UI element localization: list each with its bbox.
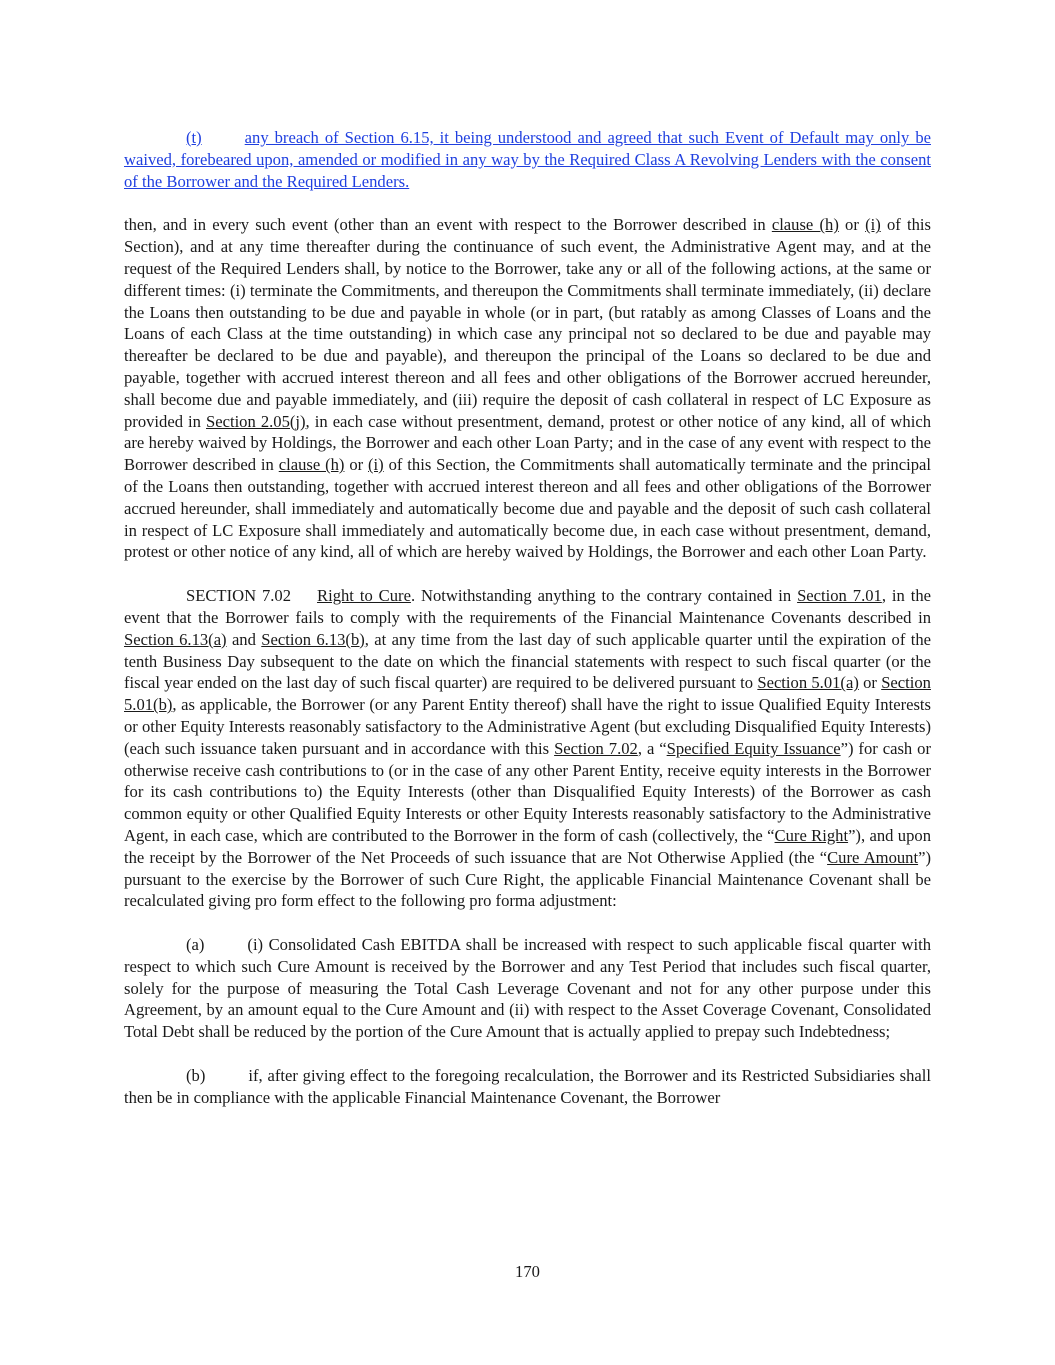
section-title: Right to Cure (317, 586, 411, 606)
clause-t-text: any breach of Section 6.15, it being understood and agreed that such Event of Default may only be waived, forebeared upon, amended or modified in any way by the Required Class A Revolving Lenders with the consent of the Borrower and the Required Lenders. (124, 128, 931, 191)
section-7-02-reference[interactable]: Section 7.02 (554, 738, 638, 758)
defined-term-cure-amount: Cure Amount (827, 847, 919, 867)
item-a-paragraph (124, 934, 931, 1043)
page-number: 170 (515, 1262, 540, 1281)
remedies-paragraph: then, and in every such event (other than an event with respect to the Borrower described in clause (h) or (i) of this Section), and at any time thereafter during the continuance of such event, the Administrative Agent may, and at the request of the Required Lenders shall, by notice to the Borrower, take any or all of the following actions, at the same or different times: (i) terminate the Commitments, and thereupon the Commitments shall terminate immediately, (ii) declare the Loans then outstanding to be due and payable in whole (or in part, (but ratably as among Classes of Loans and the Loans of each Class at the time outstanding) in which case any principal not so declared to be due and payable may thereafter be declared to be due and payable), and thereupon the principal of the Loans so declared to be due and payable, together with accrued interest thereon and all fees and other obligations of the Borrower accrued hereunder, shall become due and payable immediately, and (iii) require the deposit of cash collateral in respect of LC Exposure as provided in Section 2.05(j), in each case without presentment, demand, protest or other notice of any kind, all of which are hereby waived by Holdings, the Borrower and each other Loan Party; and in the case of any event with respect to the Borrower described in clause (h) or (i) of this Section, the Commitments shall automatically terminate and the principal of the Loans then outstanding, together with accrued interest thereon and all fees and other obligations of the Borrower accrued hereunder, shall immediately and automatically become due and payable and the deposit of such cash collateral in respect of LC Exposure shall immediately and automatically become due, in each case without presentment, demand, protest or other notice of any kind, all of which are hereby waived by Holdings, the Borrower and each other Loan Party. (124, 215, 931, 562)
section-5-01b-reference[interactable]: Section 5.01(b) (124, 673, 931, 715)
item-b-text: if, after giving effect to the foregoing recalculation, the Borrower and its Restricted Subsidiaries shall then be in compliance with the applicable Financial Maintenance Covenant, the Borrower (124, 1066, 931, 1107)
clause-t-label: (t) (186, 128, 202, 147)
clause-i-reference[interactable]: (i) (368, 455, 384, 475)
section-heading: SECTION 7.02 (186, 586, 292, 606)
section-6-13a-reference[interactable]: Section 6.13(a) (124, 629, 227, 649)
document-body (124, 124, 931, 1109)
clause-t-paragraph (124, 124, 931, 192)
section-6-13b-reference[interactable]: Section 6.13(b) (261, 629, 365, 649)
defined-term-cure-right: Cure Right (774, 825, 849, 845)
clause-h-reference[interactable]: clause (h) (771, 215, 839, 235)
item-b-paragraph (124, 1065, 931, 1109)
defined-term-specified-equity-issuance: Specified Equity Issuance (666, 738, 841, 758)
clause-i-reference[interactable]: (i) (865, 215, 881, 235)
section-7-01-reference[interactable]: Section 7.01 (797, 586, 882, 606)
item-a-label: (a) (186, 935, 205, 955)
item-b-label: (b) (186, 1066, 206, 1086)
section-2-05j-reference[interactable]: Section 2.05(j) (206, 411, 306, 431)
item-a-text: (i) Consolidated Cash EBITDA shall be increased with respect to such applicable fiscal quarter with respect to which such Cure Amount is received by the Borrower and any Test Period that includes such fiscal quarter, solely for the purpose of measuring the Total Cash Leverage Covenant and not for any other purpose under this Agreement, by an amount equal to the Cure Amount and (ii) with respect to the Asset Coverage Covenant, Consolidated Total Debt shall be reduced by the portion of the Cure Amount that is actually applied to prepay such Indebtedness; (124, 935, 931, 1042)
clause-h-reference[interactable]: clause (h) (278, 455, 345, 475)
section-5-01a-reference[interactable]: Section 5.01(a) (757, 673, 859, 693)
section-7-02-paragraph: SECTION 7.02 Right to Cure. Notwithstanding anything to the contrary contained in Section 7.01, in the event that the Borrower fails to comply with the requirements of the Financial Maintenance Covenants described in Section 6.13(a) and Section 6.13(b), at any time from the last day of such applicable quarter until the expiration of the tenth Business Day subsequent to the date on which the financial statements with respect to such fiscal quarter (or the fiscal year ended on the last day of such fiscal quarter) are required to be delivered pursuant to Section 5.01(a) or Section 5.01(b), as applicable, the Borrower (or any Parent Entity thereof) shall have the right to issue Qualified Equity Interests or other Equity Interests reasonably satisfactory to the Administrative Agent (but excluding Disqualified Equity Interests) (each such issuance taken pursuant and in accordance with this Section 7.02, a “Specified Equity Issuance”) for cash or otherwise receive cash contributions to (or in the case of any other Parent Entity, receive equity interests in the Borrower for its cash contributions to) the Equity Interests (other than Disqualified Equity Interests) of the Borrower as cash common equity or other Qualified Equity Interests or other Equity Interests reasonably satisfactory to the Administrative Agent, in each case, which are contributed to the Borrower in the form of cash (collectively, the “Cure Right”), and upon the receipt by the Borrower of the Net Proceeds of such issuance that are Not Otherwise Applied (the “Cure Amount”) pursuant to the exercise by the Borrower of such Cure Right, the applicable Financial Maintenance Covenant shall be recalculated giving pro form effect to the following pro forma adjustment: (124, 586, 932, 911)
